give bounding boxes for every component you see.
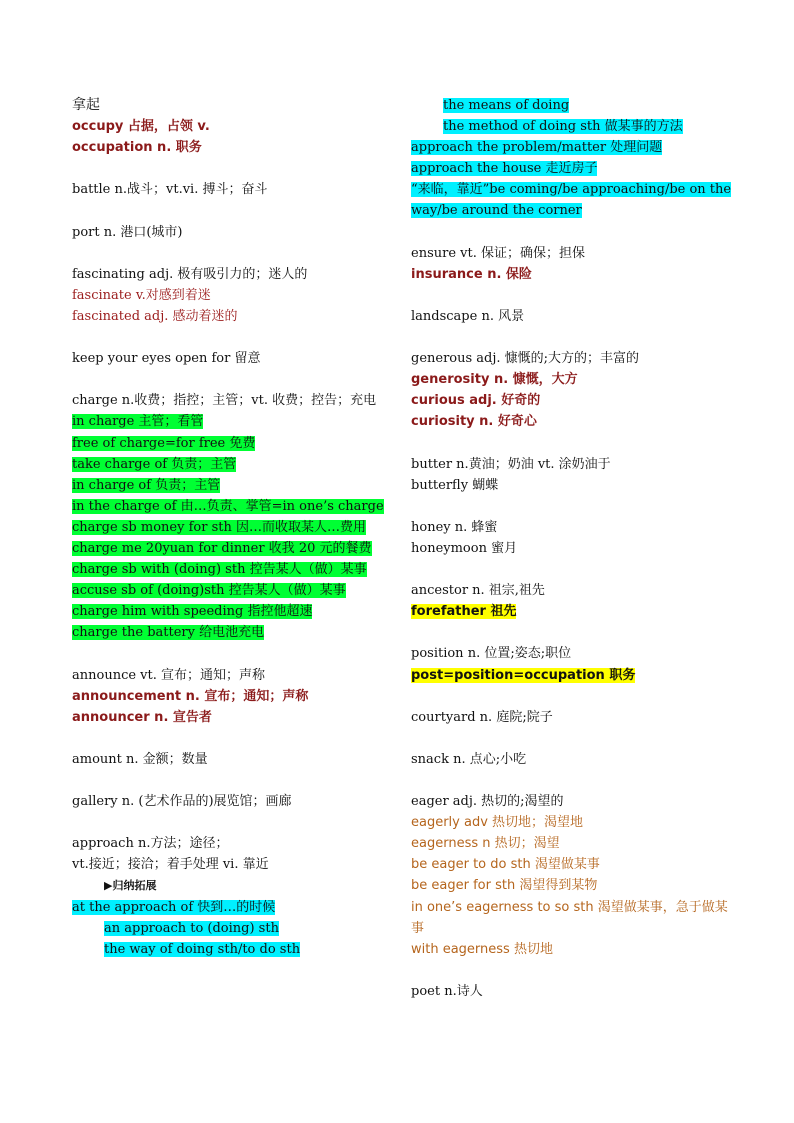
- line-text: an approach to (doing) sth: [104, 920, 279, 936]
- text-line: [72, 665, 384, 686]
- text-line: [72, 137, 384, 158]
- text-line: [72, 411, 384, 432]
- line-text: approach the problem/matter 处理问题: [411, 140, 663, 156]
- text-line: [72, 285, 384, 306]
- text-line: [411, 475, 736, 496]
- blank-line: [411, 686, 736, 707]
- line-text: butter n.黄油；奶油 vt. 涂奶油于: [411, 456, 611, 472]
- blank-line: [72, 158, 384, 179]
- blank-line: [411, 433, 736, 454]
- line-text: poet n.诗人: [411, 983, 483, 999]
- text-line: [72, 306, 384, 327]
- text-line: [411, 137, 736, 158]
- text-line: [411, 369, 736, 390]
- line-text: charge n.收费；指控；主管；vt. 收费；控告；充电: [72, 393, 377, 409]
- line-text: charge the battery 给电池充电: [72, 625, 265, 641]
- line-text: ▶归纳拓展: [104, 879, 157, 893]
- text-line: [72, 897, 384, 918]
- line-text: gallery n. (艺术作品的)展览馆；画廊: [72, 794, 292, 810]
- text-line: [72, 433, 384, 454]
- line-text: post=position=occupation 职务: [411, 667, 636, 683]
- left-column: [72, 95, 384, 960]
- text-line: [72, 348, 384, 369]
- line-text: ancestor n. 祖宗,祖先: [411, 583, 545, 599]
- text-line: [72, 854, 384, 875]
- text-line: [411, 875, 736, 896]
- line-text: battle n.战斗；vt.vi. 搏斗；奋斗: [72, 182, 268, 198]
- line-text: fascinated adj. 感动着迷的: [72, 308, 238, 324]
- text-line: [72, 939, 384, 960]
- text-line: [72, 222, 384, 243]
- text-line: [411, 517, 736, 538]
- line-text: approach n.方法；途径；: [72, 836, 229, 852]
- blank-line: [411, 728, 736, 749]
- text-line: [411, 264, 736, 285]
- right-column: [411, 95, 736, 1002]
- blank-line: [72, 728, 384, 749]
- blank-line: [72, 327, 384, 348]
- line-text: be eager for sth 渴望得到某物: [411, 878, 598, 894]
- blank-line: [72, 243, 384, 264]
- line-text: occupy 占据，占领 v.: [72, 119, 210, 135]
- line-text: in charge 主管；看管: [72, 414, 204, 430]
- line-text: “来临，靠近”be coming/be approaching/be on the way/be around the corner: [411, 182, 732, 219]
- line-text: snack n. 点心;小吃: [411, 751, 527, 767]
- text-line: [411, 179, 736, 221]
- blank-line: [411, 770, 736, 791]
- line-text: the means of doing: [443, 98, 570, 113]
- line-text: butterfly 蝴蝶: [411, 477, 499, 493]
- blank-line: [72, 200, 384, 221]
- text-line: [411, 749, 736, 770]
- text-line: [72, 875, 384, 896]
- line-text: fascinating adj. 极有吸引力的；迷人的: [72, 266, 308, 282]
- text-line: [72, 707, 384, 728]
- line-text: charge him with speeding 指控他超速: [72, 604, 313, 620]
- text-line: [411, 306, 736, 327]
- blank-line: [411, 559, 736, 580]
- line-text: honeymoon 蜜月: [411, 540, 518, 556]
- blank-line: [411, 327, 736, 348]
- blank-line: [72, 812, 384, 833]
- line-text: ensure vt. 保证；确保；担保: [411, 245, 585, 261]
- line-text: position n. 位置;姿态;职位: [411, 646, 572, 662]
- text-line: [72, 538, 384, 559]
- blank-line: [72, 770, 384, 791]
- line-text: announce vt. 宣布；通知；声称: [72, 667, 266, 683]
- line-text: generous adj. 慷慨的;大方的；丰富的: [411, 351, 640, 367]
- line-text: occupation n. 职务: [72, 140, 202, 156]
- line-text: charge sb with (doing) sth 控告某人（做）某事: [72, 562, 367, 578]
- text-line: [411, 665, 736, 686]
- text-line: [411, 833, 736, 854]
- text-line: [411, 981, 736, 1002]
- line-text: in the charge of 由…负责、掌管=in one’s charge: [72, 498, 384, 514]
- line-text: curiosity n. 好奇心: [411, 414, 537, 430]
- line-text: eagerly adv 热切地；渴望地: [411, 815, 584, 831]
- line-text: at the approach of 快到…的时候: [72, 899, 276, 915]
- line-text: generosity n. 慷慨，大方: [411, 372, 578, 388]
- line-text: announcer n. 宣告者: [72, 709, 212, 725]
- text-line: [72, 749, 384, 770]
- blank-line: [411, 496, 736, 517]
- line-text: keep your eyes open for 留意: [72, 351, 261, 367]
- blank-line: [411, 960, 736, 981]
- text-line: [411, 243, 736, 264]
- line-text: charge me 20yuan for dinner 收我 20 元的餐费: [72, 540, 372, 556]
- line-text: 拿起: [72, 97, 100, 113]
- blank-line: [411, 222, 736, 243]
- text-line: [411, 116, 736, 137]
- line-text: curious adj. 好奇的: [411, 393, 541, 409]
- text-line: [411, 454, 736, 475]
- line-text: accuse sb of (doing)sth 控告某人（做）某事: [72, 583, 346, 599]
- line-text: fascinate v.对感到着迷: [72, 287, 211, 303]
- line-text: eagerness n 热切；渴望: [411, 836, 560, 852]
- blank-line: [72, 643, 384, 664]
- line-text: courtyard n. 庭院;院子: [411, 709, 553, 725]
- text-line: [72, 686, 384, 707]
- text-line: [411, 411, 736, 432]
- text-line: [72, 179, 384, 200]
- text-line: [411, 897, 736, 939]
- text-line: [72, 601, 384, 622]
- text-line: [411, 643, 736, 664]
- text-line: [411, 348, 736, 369]
- text-line: [72, 454, 384, 475]
- text-line: [72, 475, 384, 496]
- text-line: [72, 622, 384, 643]
- text-line: [72, 918, 384, 939]
- text-line: [411, 601, 736, 622]
- line-text: vt.接近；接洽；着手处理 vi. 靠近: [72, 857, 269, 873]
- line-text: free of charge=for free 免费: [72, 435, 256, 451]
- text-line: [72, 559, 384, 580]
- text-line: [411, 158, 736, 179]
- line-text: the way of doing sth/to do sth: [104, 941, 301, 957]
- line-text: the method of doing sth 做某事的方法: [443, 119, 683, 135]
- line-text: insurance n. 保险: [411, 266, 532, 282]
- text-line: [411, 707, 736, 728]
- text-line: [72, 264, 384, 285]
- line-text: forefather 祖先: [411, 604, 517, 620]
- text-line: [411, 939, 736, 960]
- text-line: [411, 390, 736, 411]
- text-line: [411, 854, 736, 875]
- blank-line: [411, 285, 736, 306]
- line-text: in charge of 负责；主管: [72, 477, 221, 493]
- text-line: [411, 791, 736, 812]
- line-text: honey n. 蜂蜜: [411, 519, 498, 535]
- text-line: [72, 390, 384, 411]
- blank-line: [72, 369, 384, 390]
- line-text: with eagerness 热切地: [411, 941, 553, 957]
- text-line: [72, 833, 384, 854]
- text-line: [411, 95, 736, 116]
- text-line: [72, 517, 384, 538]
- text-line: [72, 580, 384, 601]
- text-line: [72, 116, 384, 137]
- text-line: [411, 538, 736, 559]
- line-text: amount n. 金额；数量: [72, 751, 208, 767]
- line-text: in one’s eagerness to so sth 渴望做某事，急于做某事: [411, 899, 728, 936]
- line-text: port n. 港口(城市): [72, 224, 183, 240]
- text-line: [72, 95, 384, 116]
- line-text: approach the house 走近房子: [411, 161, 598, 177]
- text-line: [411, 812, 736, 833]
- line-text: announcement n. 宣布；通知；声称: [72, 688, 309, 704]
- line-text: charge sb money for sth 因…而收取某人…费用: [72, 519, 366, 535]
- line-text: landscape n. 风景: [411, 308, 525, 324]
- text-line: [72, 791, 384, 812]
- text-line: [72, 496, 384, 517]
- line-text: eager adj. 热切的;渴望的: [411, 794, 564, 810]
- text-line: [411, 580, 736, 601]
- line-text: take charge of 负责；主管: [72, 456, 237, 472]
- blank-line: [411, 622, 736, 643]
- line-text: be eager to do sth 渴望做某事: [411, 857, 600, 873]
